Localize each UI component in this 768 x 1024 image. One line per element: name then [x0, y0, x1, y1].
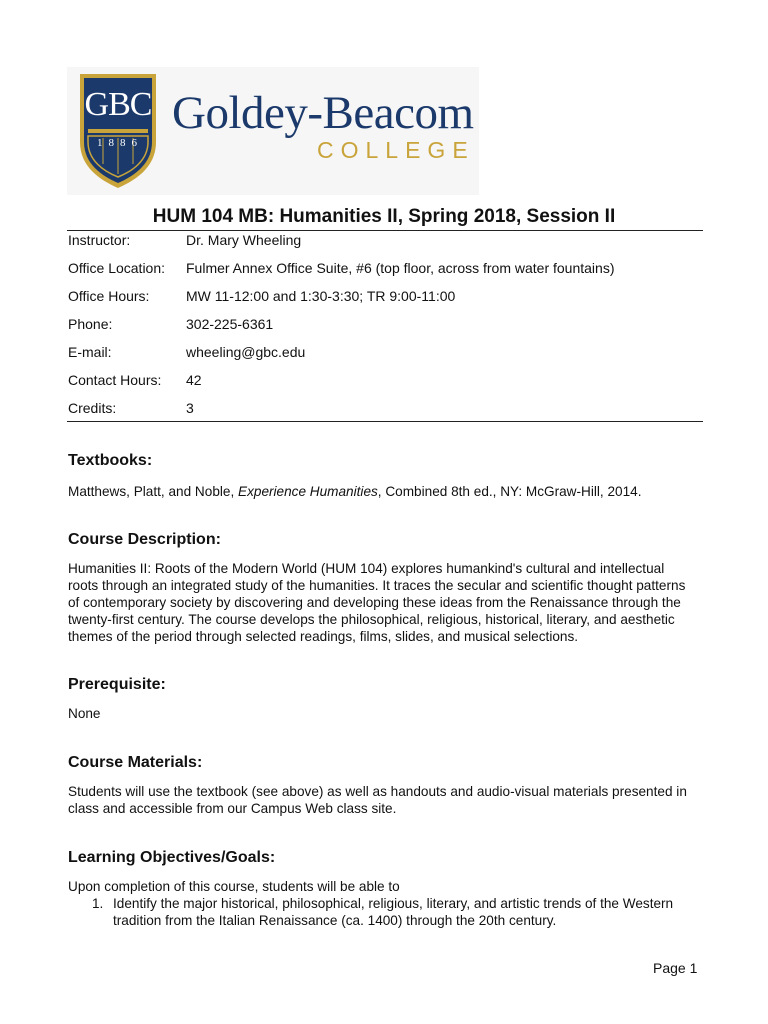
info-value: Fulmer Annex Office Suite, #6 (top floor, across from water fountains) — [186, 260, 615, 276]
info-label: Contact Hours: — [68, 372, 162, 388]
info-label: Office Location: — [68, 260, 166, 276]
paragraph-line: None — [68, 706, 101, 721]
paragraph-line: roots through an integrated study of the humanities. It traces the secular and scientific thought patterns — [68, 578, 686, 593]
course-materials-heading: Course Materials: — [68, 754, 203, 771]
paragraph-line: of contemporary society by discovering and developing these ideas from the Renaissance through the — [68, 595, 681, 610]
paragraph-line: Upon completion of this course, students will be able to — [68, 879, 400, 894]
paragraph-line: twenty-first century. The course develops the philosophical, religious, historical, literary, and aesthetic — [68, 612, 675, 627]
learning-objectives-intro — [68, 878, 708, 895]
college-logo — [67, 67, 479, 195]
prerequisite-heading: Prerequisite: — [68, 676, 166, 693]
crest-text: GBC — [84, 86, 152, 123]
objective-text — [113, 895, 673, 929]
info-divider — [67, 421, 703, 422]
textbooks-heading: Textbooks: — [68, 452, 153, 469]
paragraph-line: Humanities II: Roots of the Modern World (HUM 104) explores humankind's cultural and intellectual — [68, 561, 665, 576]
college-subtitle: COLLEGE — [317, 137, 475, 163]
textbook-title: Experience Humanities — [238, 484, 378, 499]
info-label: Phone: — [68, 316, 113, 332]
email-link[interactable]: wheeling@gbc.edu — [186, 344, 306, 360]
info-label: Credits: — [68, 400, 117, 416]
info-label: Office Hours: — [68, 288, 150, 304]
info-value: 302-225-6361 — [186, 316, 274, 332]
info-value: Dr. Mary Wheeling — [186, 232, 302, 248]
textbook-details: , Combined 8th ed., NY: McGraw-Hill, 2014. — [377, 484, 642, 499]
paragraph-line: Students will use the textbook (see above) as well as handouts and audio-visual materials presented in — [68, 784, 687, 799]
textbooks-text — [68, 483, 708, 500]
course-title: HUM 104 MB: Humanities II, Spring 2018, Session II — [152, 206, 616, 227]
course-description-heading: Course Description: — [68, 531, 221, 548]
textbook-authors: Matthews, Platt, and Noble, — [68, 484, 239, 499]
info-value: MW 11-12:00 and 1:30-3:30; TR 9:00-11:00 — [186, 288, 456, 304]
page-number: Page 1 — [653, 960, 698, 976]
info-value: 3 — [186, 400, 194, 416]
info-label: E-mail: — [68, 344, 112, 360]
paragraph-line: class and accessible from our Campus Web class site. — [68, 801, 397, 816]
prerequisite-text — [68, 705, 708, 722]
objective-line: tradition from the Italian Renaissance (ca. 1400) through the 20th century. — [113, 913, 557, 928]
objective-number: 1. — [92, 896, 104, 911]
course-description-text — [68, 560, 708, 645]
objective-line: Identify the major historical, philosophical, religious, literary, and artistic trends of the Western — [113, 896, 674, 911]
info-value: 42 — [186, 372, 202, 388]
title-divider — [67, 230, 703, 231]
crest-year: 1886 — [97, 137, 143, 149]
course-materials-text — [68, 783, 708, 817]
college-name: Goldey-Beacom — [172, 87, 474, 139]
learning-objectives-heading: Learning Objectives/Goals: — [68, 849, 276, 866]
info-label: Instructor: — [68, 232, 131, 248]
paragraph-line: themes of the period through selected readings, films, slides, and musical selections. — [68, 629, 579, 644]
